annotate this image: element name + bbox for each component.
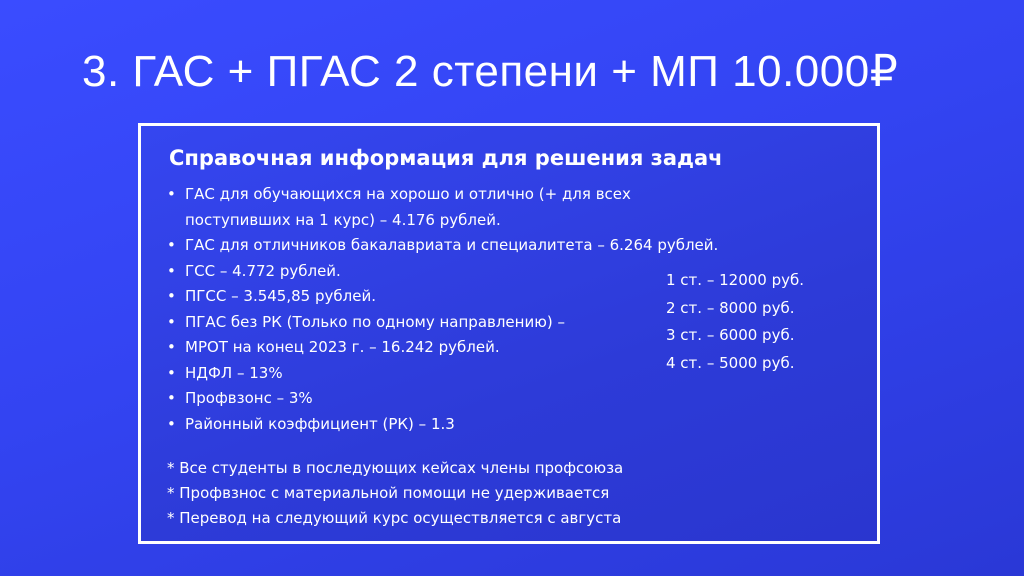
pgas-scale-item: 2 ст. – 8000 руб. [666,298,795,317]
bullet-item [167,335,718,361]
bullet-text: Профвзонс – 3% [185,389,313,407]
bullet-item [167,259,718,285]
bullet-dot: • [167,414,176,433]
pgas-scale-list [666,267,804,377]
notes-list [167,456,623,531]
info-box-heading: Справочная информация для решения задач [169,146,723,170]
bullet-item [167,361,718,387]
bullet-text: ГАС для отличников бакалавриата и специалитета – 6.264 рублей. [185,236,719,254]
slide-title: 3. ГАС + ПГАС 2 степени + МП 10.000₽ [82,47,899,96]
bullet-item [167,182,718,233]
bullet-list [167,182,718,437]
pgas-scale-item: 1 ст. – 12000 руб. [666,271,805,289]
info-box [138,123,880,544]
bullet-text-continued: поступивших на 1 курс) – 4.176 рублей. [185,210,501,229]
bullet-text: Районный коэффициент (РК) – 1.3 [185,414,455,433]
bullet-item [167,310,718,336]
bullet-dot: • [167,185,176,203]
bullet-item [167,412,718,438]
bullet-text: ПГАС без РК (Только по одному направлению) – [185,312,565,331]
bullet-dot: • [167,389,176,407]
pgas-scale-item: 3 ст. – 6000 руб. [666,326,795,344]
bullet-dot: • [167,236,176,254]
note-item: * Профвзнос с материальной помощи не удерживается [167,484,610,502]
note-item: * Все студенты в последующих кейсах члены профсоюза [167,459,624,477]
pgas-scale-item: 4 ст. – 5000 руб. [666,353,795,372]
bullet-text: ГСС – 4.772 рублей. [185,261,341,280]
bullet-item [167,386,718,412]
bullet-item [167,284,718,310]
bullet-dot: • [167,261,176,280]
bullet-text: ПГСС – 3.545,85 рублей. [185,287,376,305]
bullet-dot: • [167,338,176,356]
bullet-dot: • [167,363,176,382]
bullet-item [167,233,718,259]
bullet-text: МРОТ на конец 2023 г. – 16.242 рублей. [185,338,500,356]
bullet-dot: • [167,312,176,331]
bullet-dot: • [167,287,176,305]
bullet-text: ГАС для обучающихся на хорошо и отлично (+ для всех [185,185,631,203]
bullet-text: НДФЛ – 13% [185,363,283,382]
note-item: * Перевод на следующий курс осуществляется с августа [167,509,622,527]
